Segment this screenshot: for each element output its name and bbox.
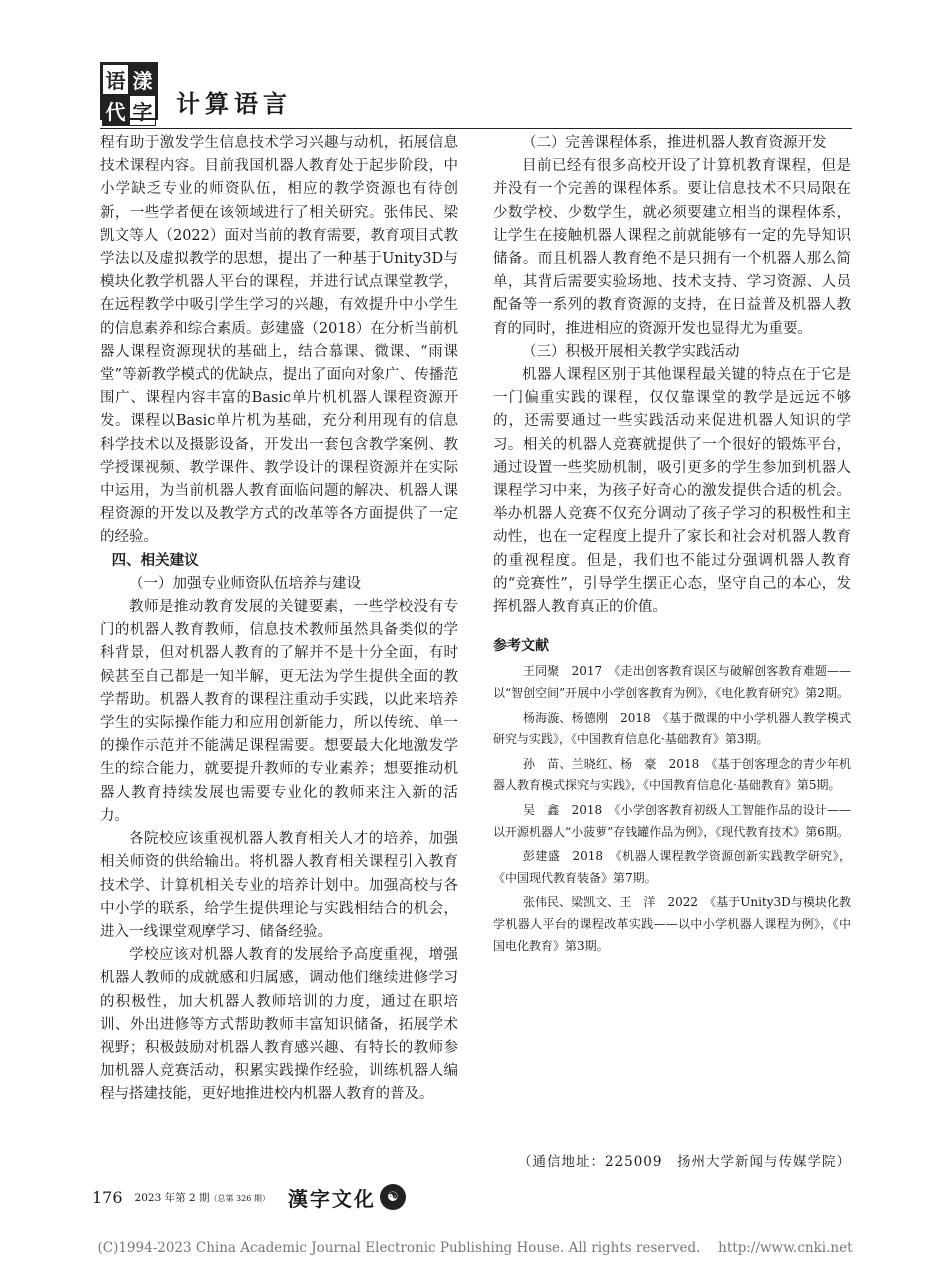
reference-item: 孙 苗、兰晓红、杨 豪 2018 《基于创客理念的青少年机器人教育模式探究与实践》，《中国教育信息化·基础教育》第5期。 — [493, 756, 851, 793]
copyright-notice: (C)1994-2023 China Academic Journal Electronic Publishing House. All rights reserved. http://www.cnki.net — [97, 1240, 853, 1256]
logo-char: 代 — [102, 95, 129, 126]
section-title: 计算语言 — [176, 89, 292, 118]
page-header — [100, 62, 852, 130]
issue-label: 2023 年第 2 期 — [134, 1191, 210, 1204]
page-footer — [92, 1182, 406, 1212]
right-column — [493, 132, 851, 957]
issue-total: （总第 326 期） — [209, 1193, 270, 1203]
logo-char: 漾 — [129, 64, 156, 95]
subsection-heading: （二）完善课程体系，推进机器人教育资源开发 — [522, 135, 827, 151]
logo-char: 语 — [102, 64, 129, 95]
magazine-seal-icon: ☯ — [380, 1184, 406, 1210]
reference-item: 张伟民、梁凯文、王 洋 2022 《基于Unity3D与模块化教学机器人平台的课程改革实践——以中小学机器人课程为例》，《中国电化教育》第3期。 — [493, 895, 851, 953]
left-column — [100, 132, 458, 1107]
reference-item: 吴 鑫 2018 《小学创客教育初级人工智能作品的设计——以开源机器人“小菠萝”存钱罐作品为例》，《现代教育技术》第6期。 — [493, 803, 851, 839]
column-logo — [100, 62, 158, 124]
issue-info — [135, 1190, 270, 1205]
body-paragraph: 学校应该对机器人教育的发展给予高度重视，增强机器人教师的成就感和归属感，调动他们继续进修学习的积极性，加大机器人教师培训的力度，通过在职培训、外出进修等方式帮助教师丰富知识储备，拓展学术视野；积极鼓励对机器人教育感兴趣、有特长的教师参加机器人竞赛活动，积累实践操作经验，训练机器人编程与搭建技能，更好地推进校内机器人教育的普及。 — [100, 947, 458, 1103]
references-title: 参考文献 — [493, 638, 549, 655]
page-number: 176 — [92, 1187, 123, 1207]
magazine-name: 漢字文化 — [287, 1186, 376, 1211]
header-rule — [100, 128, 852, 129]
reference-item: 王同聚 2017 《走出创客教育误区与破解创客教育难题——以“智创空间”开展中小学创客教育为例》，《电化教育研究》第2期。 — [493, 664, 851, 701]
reference-item: 杨海漩、杨德刚 2018 《基于微课的中小学机器人教学模式研究与实践》，《中国教育信息化·基础教育》第3期。 — [493, 710, 851, 747]
body-paragraph: 程有助于激发学生信息技术学习兴趣与动机，拓展信息技术课程内容。目前我国机器人教育处于起步阶段，中小学缺乏专业的师资队伍，相应的教学资源也有待创新，一些学者便在该领域进行了相关研究。张伟民、梁凯文等人（2022）面对当前的教育需要，教育项目式教学法以及虚拟教学的思想，提出了一种基于Unity3D与模块化教学机器人平台的课程，并进行试点课堂教学，在远程教学中吸引学生学习的兴趣，有效提升中小学生的信息素养和综合素质。彭建盛（2018）在分析当前机器人课程资源现状的基础上，结合慕课、微课、“雨课堂”等新教学模式的优缺点，提出了面向对象广、传播范围广、课程内容丰富的Basic单片机机器人课程资源开发。课程以Basic单片机为基础，充分利用现有的信息科学技术以及摄影设备，开发出一套包含教学案例、教学授课视频、教学课件、教学设计的课程资源并在实际中运用，为当前机器人教育面临问题的解决、机器人课程资源的开发以及教学方式的改革等各方面提供了一定的经验。 — [100, 135, 458, 546]
body-paragraph: 各院校应该重视机器人教育相关人才的培养，加强相关师资的供给输出。将机器人教育相关课程引入教育技术学、计算机相关专业的培养计划中。加强高校与各中小学的联系，给学生提供理论与实践相结合的机会，进入一线课堂观摩学习、储备经验。 — [100, 831, 458, 940]
body-paragraph: 教师是推动教育发展的关键要素，一些学校没有专门的机器人教育教师，信息技术教师虽然具备类似的学科背景，但对机器人教育的了解并不是十分全面，有时候甚至自己都是一知半解，更无法为学生提供全面的教学帮助。机器人教育的课程注重动手实践，以此来培养学生的实际操作能力和应用创新能力，所以传统、单一的操作示范并不能满足课程需要。想要最大化地激发学生的综合能力，就要提升教师的专业素养；想要推动机器人教育持续发展也需要专业化的教师来注入新的活力。 — [100, 599, 458, 824]
subsection-heading: （一）加强专业师资队伍培养与建设 — [129, 575, 361, 592]
logo-char: 字 — [129, 95, 156, 126]
reference-item: 彭建盛 2018 《机器人课程教学资源创新实践教学研究》，《中国现代教育装备》第7期。 — [493, 849, 851, 885]
body-paragraph: 目前已经有很多高校开设了计算机教育课程，但是并没有一个完善的课程体系。要让信息技术不只局限在少数学校、少数学生，就必须要建立相当的课程体系，让学生在接触机器人课程之前就能够有一定的先导知识储备。而且机器人教育绝不是只拥有一个机器人那么简单，其背后需要实验场地、技术支持、学习资源、人员配备等一系列的教育资源的支持，在日益普及机器人教育的同时，推进相应的资源开发也显得尤为重要。 — [493, 158, 851, 337]
subsection-heading: （三）积极开展相关教学实践活动 — [522, 343, 740, 360]
section-heading: 四、相关建议 — [111, 552, 199, 569]
body-paragraph: 机器人课程区别于其他课程最关键的特点在于它是一门偏重实践的课程，仅仅靠课堂的教学是远远不够的，还需要通过一些实践活动来促进机器人知识的学习。相关的机器人竞赛就提供了一个很好的锻炼平台，通过设置一些奖励机制，吸引更多的学生参加到机器人课程学习中来，为孩子好奇心的激发提供合适的机会。举办机器人竞赛不仅充分调动了孩子学习的积极性和主动性，也在一定程度上提升了家长和社会对机器人教育的重视程度。但是，我们也不能过分强调机器人教育的“竞赛性”，引导学生摆正心态，坚守自己的本心，发挥机器人教育真正的价值。 — [493, 367, 851, 616]
contact-address: （通信地址：225009 扬州大学新闻与传媒学院） — [517, 1154, 851, 1170]
